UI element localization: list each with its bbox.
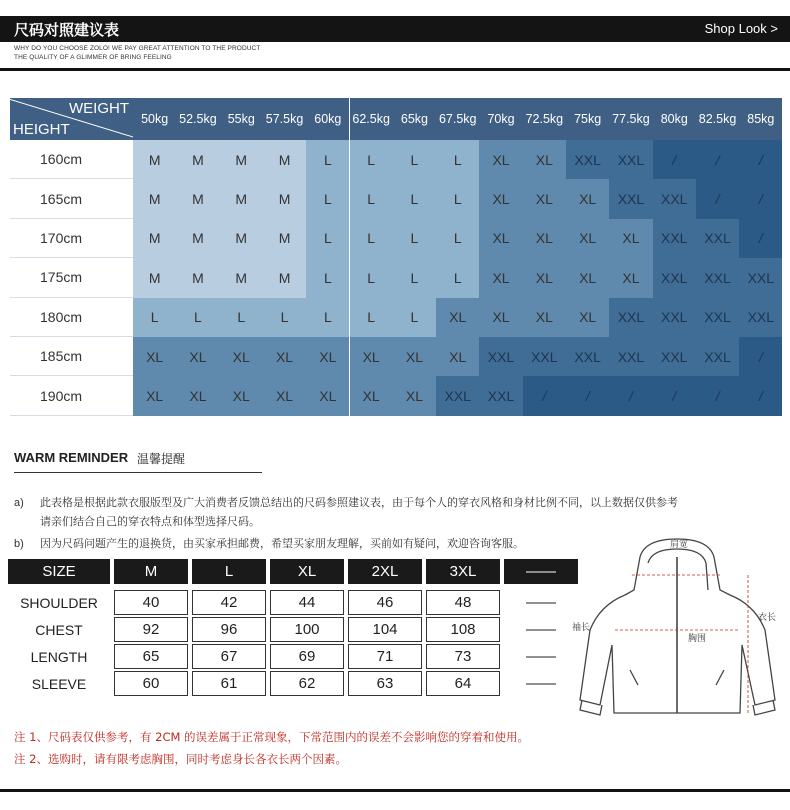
measurement-header-cell: M [114,559,188,584]
size-cell: XL [350,376,393,415]
measurement-value: 48 [426,590,500,615]
measurement-row-label: CHEST [35,621,83,638]
page-title: 尺码对照建议表 [14,21,120,39]
size-cell: XXL [696,298,739,337]
size-cell: / [696,140,739,179]
size-cell: M [176,258,219,297]
size-cell: / [739,376,782,415]
reminder-a-line2: 请亲们结合自己的穿衣特点和体型选择尺码。 [40,515,260,528]
size-cell: XL [133,337,176,376]
height-row-header: 185cm [10,337,133,376]
size-cell: L [220,298,263,337]
size-cell: XL [306,337,349,376]
size-cell: L [306,258,349,297]
size-cell: M [220,219,263,258]
size-cell: L [306,140,349,179]
shop-look-link[interactable]: Shop Look > [704,21,778,36]
size-cell: XL [263,337,306,376]
size-cell: L [393,258,436,297]
reminder-b-tag: b) [14,538,24,550]
size-cell: XXL [609,179,652,218]
size-cell: XL [176,337,219,376]
header-divider [0,68,790,71]
size-cell: XL [479,298,522,337]
weight-col-header: 50kg [133,98,176,140]
measurement-header-cell: 3XL [426,559,500,584]
size-cell: XXL [523,337,566,376]
size-cell: M [263,219,306,258]
size-cell: M [263,140,306,179]
size-cell: M [133,219,176,258]
size-cell: XXL [653,179,696,218]
size-cell: XL [523,140,566,179]
size-cell: M [176,140,219,179]
size-cell: L [393,298,436,337]
sleeve-label: 袖长 [572,623,591,633]
reminder-title: WARM REMINDER [14,450,129,465]
measurement-header-cell: SIZE [8,559,110,584]
size-cell: M [176,219,219,258]
size-cell: XXL [696,258,739,297]
size-cell: / [653,376,696,415]
reminder-a-line1: 此表格是根据此款衣服版型及广大消费者反馈总结出的尺码参照建议表，由于每个人的穿衣风格和身材比例不同，以上数据仅供参考 [40,496,678,509]
size-cell: XL [436,298,479,337]
measurement-value: 96 [192,617,266,642]
weight-col-header: 85kg [739,98,782,140]
measurement-value: 71 [348,644,422,669]
size-cell: XXL [739,258,782,297]
size-cell: XL [220,337,263,376]
size-cell: XL [479,179,522,218]
size-cell: / [696,376,739,415]
size-cell: XL [523,258,566,297]
height-row-header: 190cm [10,376,133,415]
size-cell: XXL [696,219,739,258]
reminder-title-cn: 温馨提醒 [137,452,186,466]
size-cell: XXL [653,219,696,258]
measurement-value: 65 [114,644,188,669]
size-cell: XL [609,258,652,297]
weight-col-header: 67.5kg [436,98,479,140]
size-cell: / [739,140,782,179]
size-cell: XL [523,298,566,337]
height-row-header: 170cm [10,219,133,258]
size-cell: XXL [479,376,522,415]
size-cell: L [350,298,393,337]
size-cell: L [436,179,479,218]
size-cell: XL [133,376,176,415]
footer-divider [0,789,790,792]
size-cell: L [350,219,393,258]
weight-col-header: 70kg [479,98,522,140]
size-cell: / [739,337,782,376]
subtitle-line-1: WHY DO YOU CHOOSE ZOLO! WE PAY GREAT ATTENTION TO THE PRODUCT [14,45,261,52]
size-cell: L [393,179,436,218]
size-cell: XXL [696,337,739,376]
size-cell: L [436,219,479,258]
size-cell: XL [566,298,609,337]
size-cell: XL [566,219,609,258]
height-header: HEIGHT [13,121,70,138]
height-row-header: 180cm [10,298,133,337]
weight-col-header: 55kg [220,98,263,140]
size-cell: M [263,179,306,218]
measurement-header-cell: XL [270,559,344,584]
size-cell: XXL [609,298,652,337]
weight-col-header: 77.5kg [609,98,652,140]
size-cell: XL [176,376,219,415]
size-cell: L [176,298,219,337]
measurement-value: —— [504,671,578,696]
size-cell: XL [263,376,306,415]
weight-col-header: 80kg [653,98,696,140]
length-label: 衣长 [758,613,777,623]
weight-col-header: 75kg [566,98,609,140]
size-cell: XL [479,219,522,258]
weight-header: WEIGHT [69,100,129,117]
measurement-value: 104 [348,617,422,642]
reminder-a [14,494,678,510]
measurement-value: 67 [192,644,266,669]
height-row-header: 160cm [10,140,133,179]
size-cell: / [566,376,609,415]
size-cell: L [350,179,393,218]
reminder-divider [14,472,262,473]
jacket-diagram [570,535,785,725]
footnote-2: 注 2、选购时，请有限考虑胸围，同时考虑身长各衣长两个因素。 [14,752,347,766]
size-cell: XL [393,376,436,415]
size-cell: XL [479,258,522,297]
size-cell: XXL [739,298,782,337]
size-cell: L [306,298,349,337]
size-cell: XXL [436,376,479,415]
weight-col-header: 82.5kg [696,98,739,140]
measurement-value: 64 [426,671,500,696]
shoulder-label: 肩宽 [670,540,689,550]
size-cell: XL [436,337,479,376]
size-cell: XL [306,376,349,415]
footnote-1: 注 1、尺码表仅供参考，有 2CM 的误差属于正常现象，下常范围内的误差不会影响您的穿着和使用。 [14,730,530,744]
size-cell: M [220,140,263,179]
measurement-value: 100 [270,617,344,642]
size-cell: L [393,140,436,179]
size-cell: XXL [566,337,609,376]
size-cell: / [653,140,696,179]
header-bar [0,16,790,42]
measurement-value: —— [504,644,578,669]
size-cell: L [436,140,479,179]
table-corner [10,98,133,140]
size-cell: L [350,258,393,297]
measurement-row-label: SLEEVE [31,675,87,692]
measurement-row-label: LENGTH [30,648,88,665]
measurement-value: —— [504,590,578,615]
measurement-value: 63 [348,671,422,696]
chest-label: 胸围 [688,634,707,644]
size-cell: L [306,219,349,258]
reminder-b [14,535,524,551]
size-cell: M [133,140,176,179]
size-cell: M [176,179,219,218]
measurement-value: —— [504,617,578,642]
size-cell: XXL [609,140,652,179]
measurement-header-cell: L [192,559,266,584]
size-cell: M [220,258,263,297]
size-cell: M [133,258,176,297]
size-cell: XL [220,376,263,415]
size-cell: L [436,258,479,297]
measurement-value: 92 [114,617,188,642]
size-cell: XL [393,337,436,376]
measurement-value: 69 [270,644,344,669]
measurement-header-cell: —— [504,559,578,584]
size-cell: XXL [653,337,696,376]
size-cell: XL [566,258,609,297]
measurement-value: 61 [192,671,266,696]
weight-col-header: 72.5kg [523,98,566,140]
size-cell: XL [350,337,393,376]
size-cell: XXL [653,298,696,337]
reminder-a-tag: a) [14,497,24,509]
subtitle-line-2: THE QUALITY OF A GLIMMER OF BRING FEELING [14,54,172,61]
measurement-value: 46 [348,590,422,615]
measurement-row-label: SHOULDER [20,594,98,611]
height-row-header: 175cm [10,258,133,297]
weight-col-header: 57.5kg [263,98,306,140]
height-row-header: 165cm [10,179,133,218]
size-cell: XL [523,179,566,218]
size-cell: XXL [609,337,652,376]
size-cell: L [393,219,436,258]
size-cell: M [133,179,176,218]
size-cell: XXL [653,258,696,297]
size-cell: XL [566,179,609,218]
measurement-value: 40 [114,590,188,615]
size-cell: M [220,179,263,218]
size-cell: L [350,140,393,179]
size-cell: XXL [479,337,522,376]
measurement-value: 60 [114,671,188,696]
measurement-header-cell: 2XL [348,559,422,584]
size-cell: XL [523,219,566,258]
reminder-b-line1: 因为尺码问题产生的退换货，由买家承担邮费，希望买家朋友理解，买前如有疑问，欢迎咨询客服。 [40,537,524,550]
size-cell: / [523,376,566,415]
size-recommendation-table [10,98,783,416]
weight-col-header: 60kg [306,98,349,140]
measurement-value: 42 [192,590,266,615]
measurement-value: 62 [270,671,344,696]
size-cell: XXL [566,140,609,179]
size-cell: L [306,179,349,218]
size-cell: / [739,179,782,218]
weight-col-header: 65kg [393,98,436,140]
size-cell: / [609,376,652,415]
size-cell: / [696,179,739,218]
size-cell: M [263,258,306,297]
size-cell: / [739,219,782,258]
size-cell: L [263,298,306,337]
size-cell: XL [479,140,522,179]
weight-col-header: 62.5kg [350,98,393,140]
measurement-value: 44 [270,590,344,615]
size-cell: L [133,298,176,337]
size-cell: XL [609,219,652,258]
weight-col-header: 52.5kg [176,98,219,140]
measurement-value: 108 [426,617,500,642]
hood-inner [648,549,708,590]
measurement-value: 73 [426,644,500,669]
